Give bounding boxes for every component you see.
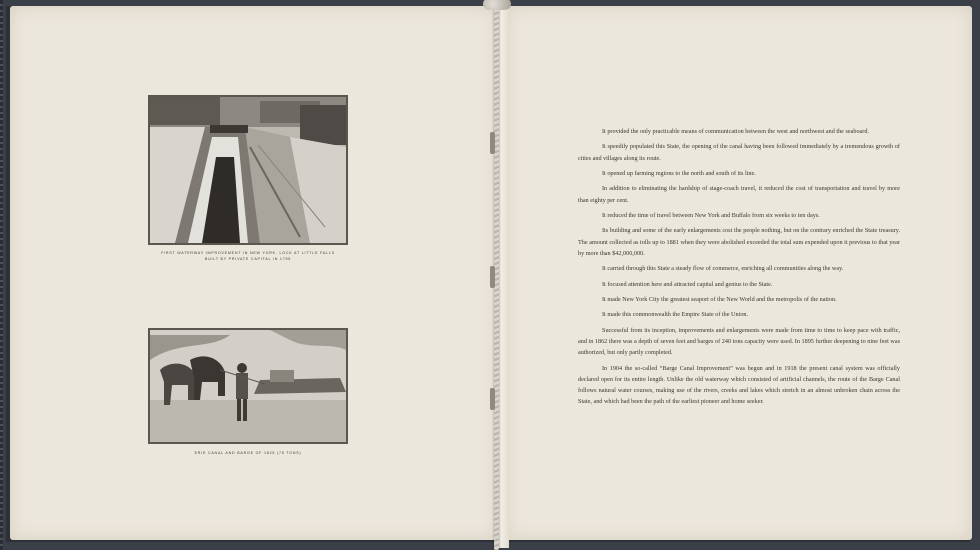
barge-illustration [148, 328, 348, 444]
figure1-caption-line1: FIRST WATERWAY IMPROVEMENT IN NEW YORK. LOCK AT LITTLE FALLS [161, 251, 335, 255]
paragraph: Successful from its inception, improvements and enlargements were made from time to time to keep pace with traffic, and in 1862 there was a depth of seven feet and barges of 240 tons capacity were used. In 1895 further deepening to nine feet was authorized, but only partly completed. [578, 326, 900, 357]
paragraph: It provided the only practicable means of communication between the west and northwest and the seaboard. [602, 128, 870, 135]
paragraph: In addition to eliminating the hardship of stage-coach travel, it reduced the cost of transportation and travel by more than eighty per cent. [578, 185, 900, 204]
paragraph: In 1904 the so-called “Barge Canal Improvement” was begun and in 1918 the present canal system was officially declared open for its entire length. Unlike the old waterway which consisted of artificial channels, the route of the Barge Canal follows natural water courses, making use of the rivers, creeks and lakes which stretch in an almost unbroken chain across the State, and which had been the path of the earliest pioneer and home seeker. [578, 364, 900, 406]
paragraph: Its building and some of the early enlargements cost the people nothing, but on the contrary enriched the State treasury. The amount collected as tolls up to 1881 when they were abolished exceeded the total sum expended upon it previous to that year by more than $42,000,000. [578, 227, 900, 257]
binding-staple [490, 266, 495, 288]
binding-staple [490, 388, 495, 410]
paragraph: It focused attention here and attracted capital and genius to the State. [602, 280, 773, 288]
article-body [578, 126, 900, 412]
figure1-caption [4, 250, 492, 262]
paragraph: It opened up farming regions to the north and south of its line. [602, 169, 756, 177]
binding-staple [490, 132, 495, 154]
binding-knot [483, 0, 511, 10]
paragraph: It carried through this State a steady flow of commerce, enriching all communities along the way. [602, 265, 844, 273]
lock-photograph [148, 95, 348, 245]
paragraph: It speedily populated this State, the opening of the canal having been followed immediately by a tremendous growth of cities and villages along its route. [578, 143, 900, 162]
paragraph: It made New York City the greatest seaport of the New World and the metropolis of the nation. [602, 295, 837, 303]
page-stack-edge [0, 0, 3, 550]
paragraph: It made this commonwealth the Empire State of the Union. [602, 311, 749, 319]
left-page [10, 6, 498, 540]
figure1-caption-line2: BUILT BY PRIVATE CAPITAL IN 1795 [204, 257, 292, 261]
figure2-caption: ERIE CANAL AND BARGE OF 1825 (75 TONS) [194, 451, 302, 455]
paragraph: It reduced the time of travel between New York and Buffalo from six weeks to ten days. [602, 211, 820, 219]
